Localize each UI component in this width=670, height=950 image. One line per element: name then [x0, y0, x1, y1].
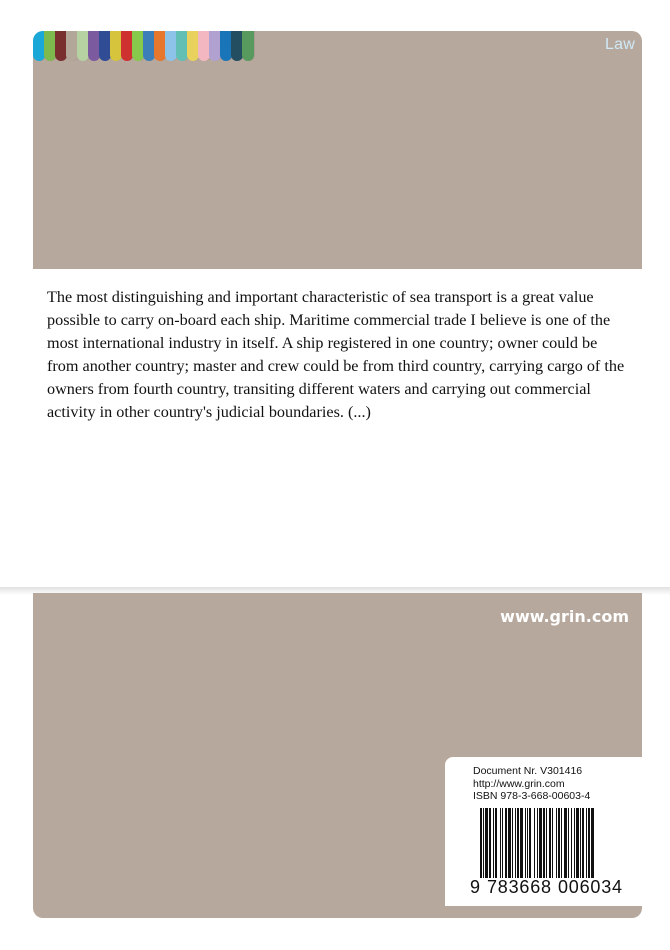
- barcode-lead-digit: 9: [470, 877, 481, 897]
- barcode-bar: [480, 808, 482, 878]
- website-label: www.grin.com: [500, 607, 629, 626]
- barcode-bar: [529, 808, 531, 878]
- barcode-bar: [500, 808, 501, 878]
- barcode-bar: [505, 808, 507, 878]
- barcode-bar: [525, 808, 526, 878]
- barcode-bar: [558, 808, 560, 878]
- barcode-bar: [564, 808, 567, 878]
- barcode-bar: [527, 808, 528, 878]
- barcode-bar: [561, 808, 562, 878]
- barcode-digits: [470, 875, 635, 899]
- publication-info: [473, 765, 639, 803]
- barcode-bar: [588, 808, 590, 878]
- barcode-bar: [537, 808, 538, 878]
- barcode-bar: [574, 808, 575, 878]
- barcode-bar: [483, 808, 484, 878]
- color-stripe-20: [242, 31, 254, 61]
- barcode-bar: [495, 808, 497, 878]
- description-panel: [33, 269, 642, 592]
- barcode-bar: [586, 808, 587, 878]
- barcode-bar: [552, 808, 553, 878]
- cover-top-panel: [33, 31, 642, 269]
- barcode-bar: [493, 808, 494, 878]
- book-description: The most distinguishing and important characteristic of sea transport is a great value possible to carry on-board each ship. Maritime commercial trade I believe is one of the most international industry in itself. A ship registered in one country; owner could be from another country; master and crew could be from third country, carrying cargo of the owners from fourth country, transiting different waters and carrying out commercial activity in other country's judicial boundaries. (...): [47, 288, 625, 421]
- barcode-bar: [520, 808, 523, 878]
- barcode-bar: [539, 808, 542, 878]
- barcode-bar: [508, 808, 511, 878]
- barcode-bar: [580, 808, 581, 878]
- barcode-bar: [546, 808, 547, 878]
- barcode-bar: [549, 808, 551, 878]
- cover-bottom-panel: [33, 593, 642, 918]
- barcode-right-digits: 006034: [558, 877, 623, 897]
- barcode-bar: [543, 808, 545, 878]
- barcode-bar: [576, 808, 579, 878]
- barcode-icon: [479, 808, 625, 878]
- barcode-bar: [485, 808, 488, 878]
- category-label: Law: [605, 36, 635, 53]
- barcode-bar: [556, 808, 557, 878]
- color-stripes: [33, 31, 253, 61]
- barcode-box: [445, 757, 642, 906]
- barcode-left-digits: 783668: [487, 877, 552, 897]
- barcode-bar: [489, 808, 491, 878]
- barcode-bar: [568, 808, 569, 878]
- barcode-bar: [502, 808, 503, 878]
- barcode-bar: [571, 808, 572, 878]
- barcode-bar: [591, 808, 594, 878]
- document-number: Document Nr. V301416: [473, 765, 583, 777]
- publisher-url: http://www.grin.com: [473, 777, 565, 790]
- barcode-bar: [515, 808, 516, 878]
- barcode-bar: [534, 808, 535, 878]
- isbn-number: ISBN 978-3-668-00603-4: [473, 790, 591, 802]
- barcode-bar: [582, 808, 584, 878]
- barcode-bar: [512, 808, 513, 878]
- barcode-bar: [517, 808, 519, 878]
